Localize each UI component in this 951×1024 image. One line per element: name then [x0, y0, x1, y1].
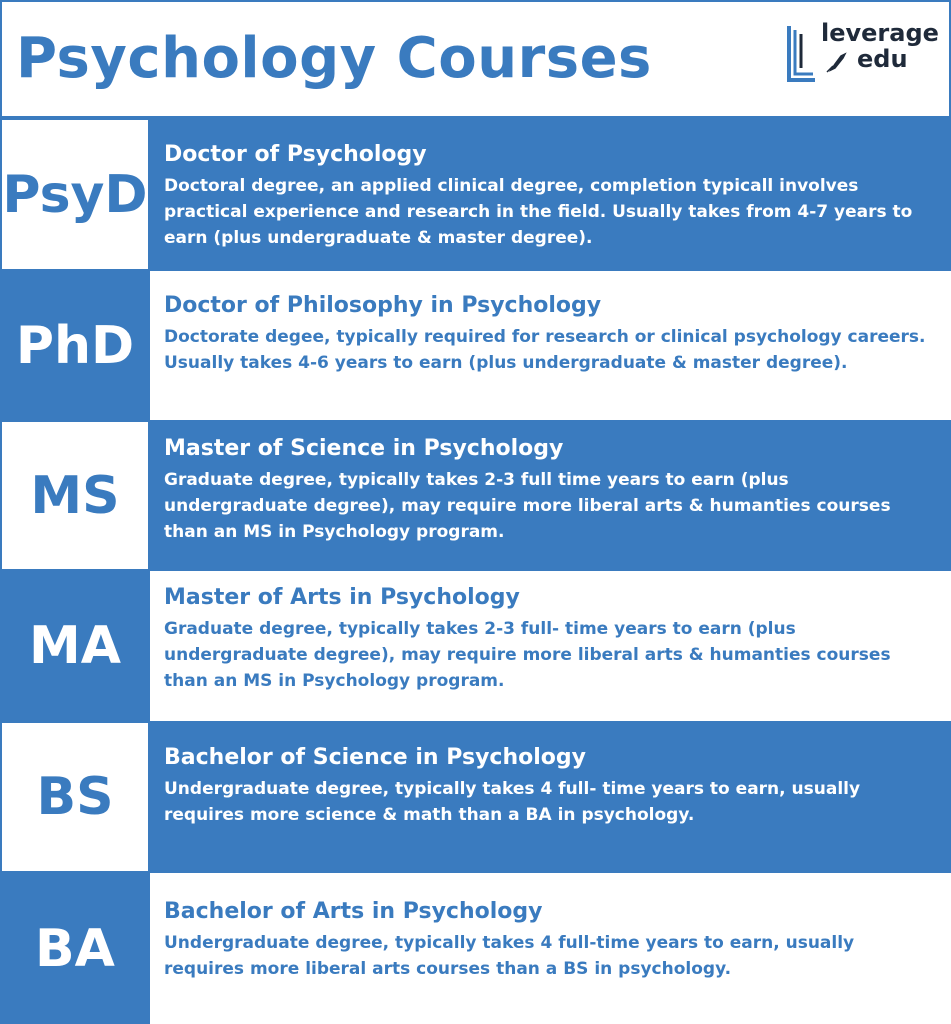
course-abbr: PsyD — [2, 120, 148, 269]
course-content — [150, 571, 951, 721]
header — [2, 2, 949, 116]
course-title: Doctor of Philosophy in Psychology — [164, 293, 602, 318]
course-content — [150, 271, 951, 420]
rocket-icon — [825, 52, 847, 74]
course-title: Bachelor of Arts in Psychology — [164, 899, 543, 924]
course-content — [150, 422, 951, 569]
course-description: Graduate degree, typically takes 2-3 full time years to earn (plus undergraduate degree), may require more liberal arts & humanties courses than an MS in Psychology program. — [164, 470, 891, 542]
course-description: Graduate degree, typically takes 2-3 full- time years to earn (plus undergraduate degree), may require more liberal arts & humanties courses than an MS in Psychology program. — [164, 619, 891, 691]
course-row-psyd — [0, 120, 951, 269]
logo-mark-icon — [785, 20, 825, 90]
course-title: Doctor of Psychology — [164, 142, 427, 167]
logo-line-2: edu — [857, 45, 908, 73]
page-title: Psychology Courses — [16, 26, 652, 91]
course-abbr: MS — [2, 422, 148, 569]
course-content — [150, 120, 951, 269]
course-abbr: BS — [2, 723, 148, 871]
course-title: Master of Science in Psychology — [164, 436, 564, 461]
course-row-ms — [0, 422, 951, 569]
course-description: Doctorate degee, typically required for research or clinical psychology careers. Usually takes 4-6 years to earn (plus undergraduate & master degree). — [164, 327, 926, 373]
course-title: Bachelor of Science in Psychology — [164, 745, 586, 770]
course-abbr: MA — [2, 571, 148, 721]
course-description: Doctoral degree, an applied clinical degree, completion typicall involves practical experience and research in the field. Usually takes from 4-7 years to earn (plus undergraduate & master degree). — [164, 176, 913, 248]
course-row-bs — [0, 723, 951, 871]
course-row-ma — [0, 571, 951, 721]
course-abbr: BA — [2, 873, 148, 1024]
course-description: Undergraduate degree, typically takes 4 full-time years to earn, usually requires more liberal arts courses than a BS in psychology. — [164, 933, 855, 979]
logo-line-1: leverage — [821, 19, 939, 47]
course-content — [150, 873, 951, 1024]
course-abbr: PhD — [2, 271, 148, 420]
course-content — [150, 723, 951, 871]
leverage-edu-logo — [785, 20, 945, 90]
course-row-ba — [0, 873, 951, 1024]
course-row-phd — [0, 271, 951, 420]
course-title: Master of Arts in Psychology — [164, 585, 520, 610]
course-description: Undergraduate degree, typically takes 4 full- time years to earn, usually requires more science & math than a BA in psychology. — [164, 779, 861, 825]
